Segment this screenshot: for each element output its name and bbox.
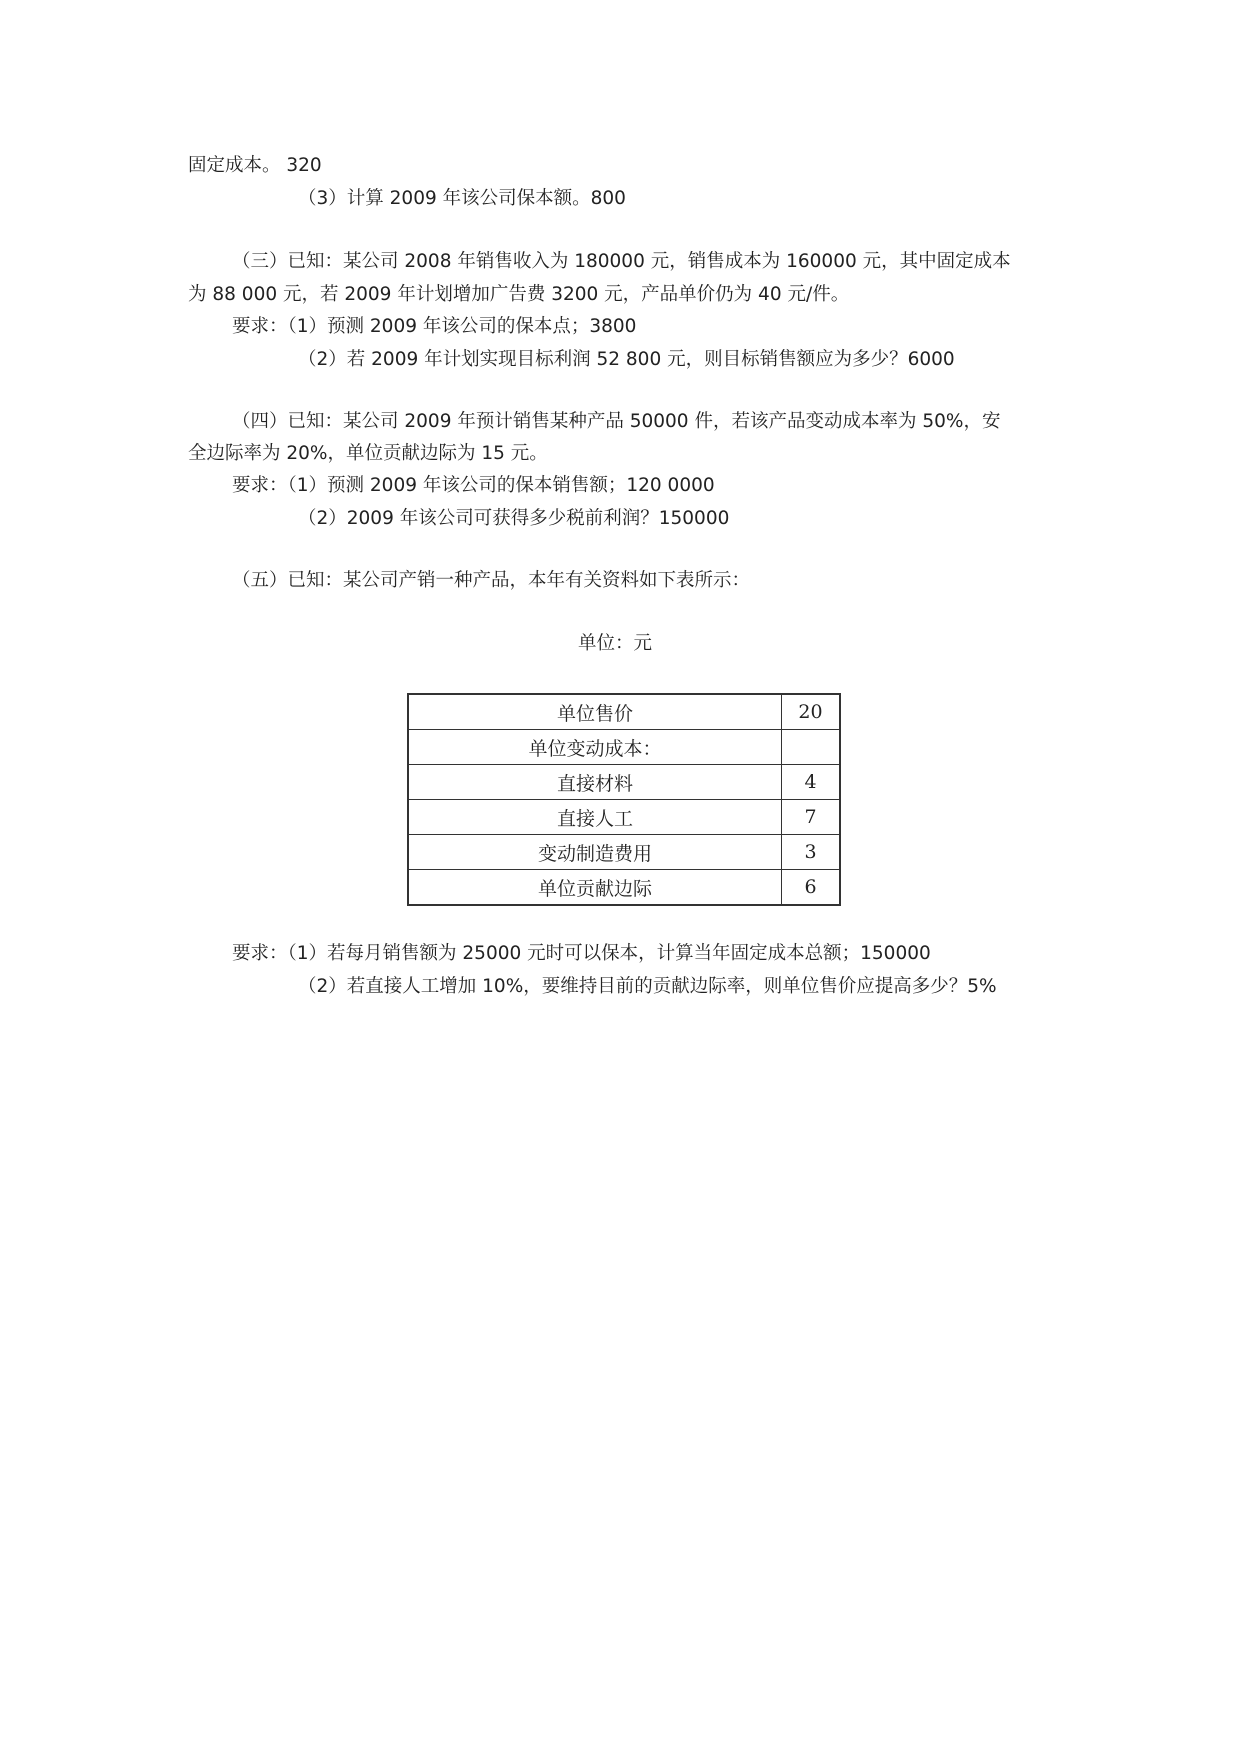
section-five-requirement-1: 要求：（1）若每月销售额为 25000 元时可以保本，计算当年固定成本总额；150000	[232, 943, 931, 964]
section-three-paragraph-line-2: 为 88 000 元，若 2009 年计划增加广告费 3200 元，产品单价仍为 40 元/件。	[188, 284, 850, 305]
section-three-requirement-2: （2）若 2009 年计划实现目标利润 52 800 元，则目标销售额应为多少？6000	[298, 349, 955, 370]
table-cell-value: 20	[782, 694, 841, 730]
table-cell-value: 6	[782, 870, 841, 906]
section-two-requirement-3: （3）计算 2009 年该公司保本额。800	[298, 188, 626, 209]
table-unit-label: 单位：元	[578, 633, 653, 654]
table-cell-label: 直接材料	[408, 765, 782, 800]
section-five-requirement-2: （2）若直接人工增加 10%，要维持目前的贡献边际率，则单位售价应提高多少？5%	[298, 976, 997, 997]
table-cell-value: 4	[782, 765, 841, 800]
table-row	[408, 765, 840, 800]
table-row	[408, 870, 840, 906]
section-four-requirement-1: 要求：（1）预测 2009 年该公司的保本销售额；120 0000	[232, 475, 715, 496]
table-cell-label: 单位售价	[408, 694, 782, 730]
section-five-paragraph-line-1: （五）已知：某公司产销一种产品，本年有关资料如下表所示：	[232, 570, 751, 591]
section-three-requirement-1: 要求：（1）预测 2009 年该公司的保本点；3800	[232, 316, 637, 337]
table-row	[408, 694, 840, 730]
table-cell-label: 单位贡献边际	[408, 870, 782, 906]
section-four-paragraph-line-1: （四）已知：某公司 2009 年预计销售某种产品 50000 件，若该产品变动成本率为 50%，安	[232, 411, 1001, 432]
table-cell-label: 变动制造费用	[408, 835, 782, 870]
cost-data-table	[407, 693, 841, 906]
table-cell-label: 单位变动成本：	[408, 730, 782, 765]
table-cell-label: 直接人工	[408, 800, 782, 835]
table-cell-value: 7	[782, 800, 841, 835]
table-cell-value: 3	[782, 835, 841, 870]
section-two-fixed-cost-line: 固定成本。 320	[188, 155, 322, 176]
table-row	[408, 835, 840, 870]
section-four-requirement-2: （2）2009 年该公司可获得多少税前利润？150000	[298, 508, 730, 529]
section-three-paragraph-line-1: （三）已知：某公司 2008 年销售收入为 180000 元，销售成本为 160000 元，其中固定成本	[232, 251, 1011, 272]
table-cell-value	[782, 730, 841, 765]
table-row	[408, 800, 840, 835]
section-four-paragraph-line-2: 全边际率为 20%，单位贡献边际为 15 元。	[188, 443, 548, 464]
table-row	[408, 730, 840, 765]
